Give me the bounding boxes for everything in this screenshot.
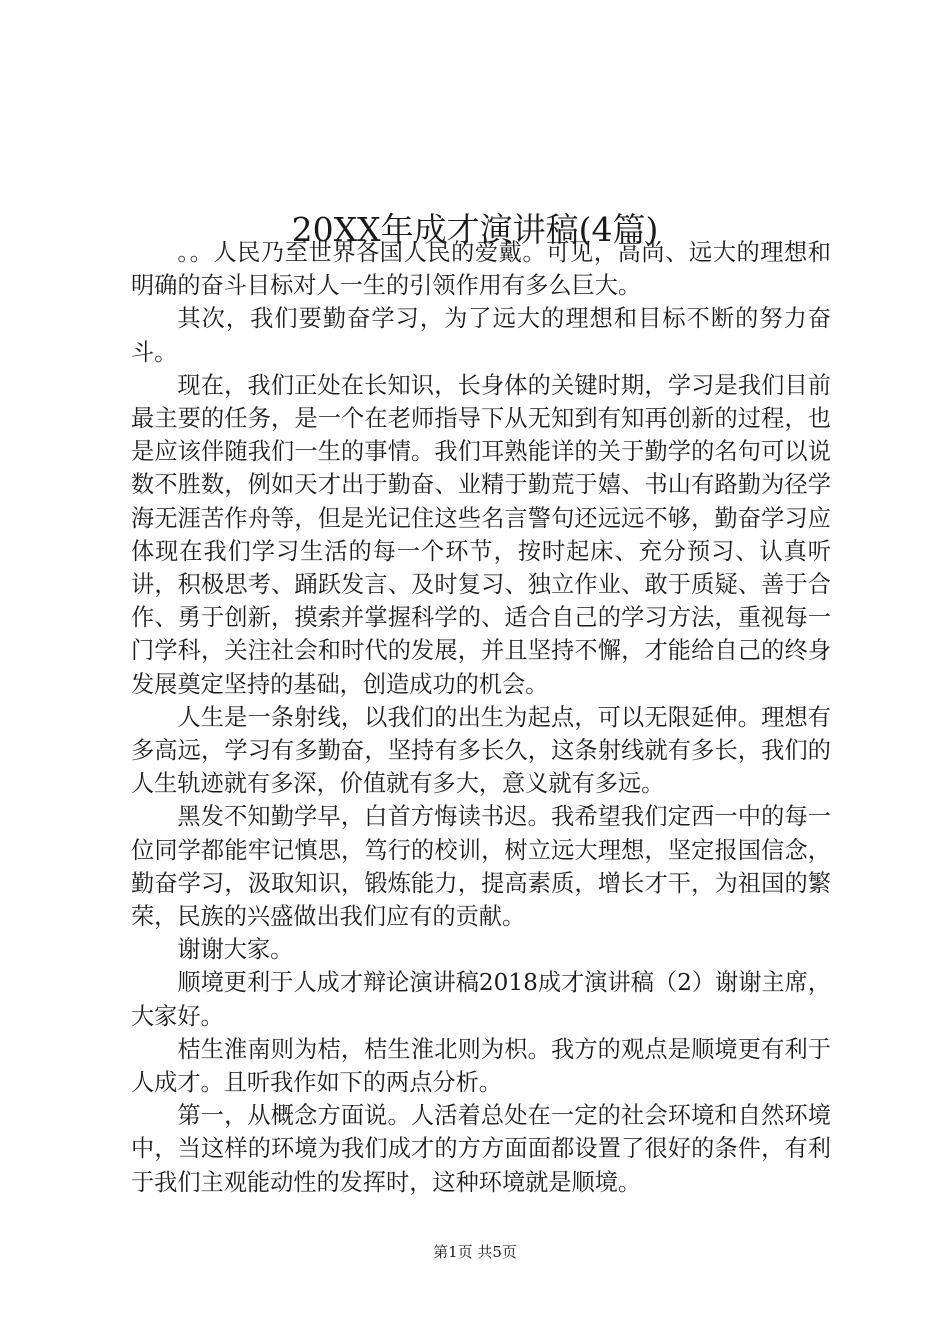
paragraph: 谢谢大家。 (177, 936, 294, 964)
paragraph: 第一，从概念方面说。人活着总处在一定的社会环境和自然环境中，当这样的环境为我们成才的方方面面都设置了很好的条件，有利于我们主观能动性的发挥时，这种环境就是顺境。 (131, 1102, 831, 1196)
paragraph: 。。人民乃至世界各国人民的爱戴。可见，高尚、远大的理想和明确的奋斗目标对人一生的引领作用有多么巨大。 (131, 239, 831, 300)
paragraph: 黑发不知勤学早，白首方悔读书迟。我希望我们定西一中的每一位同学都能牢记慎思，笃行的校训，树立远大理想，坚定报国信念，勤奋学习，汲取知识，锻炼能力，提高素质，增长才干，为祖国的繁荣，民族的兴盛做出我们应有的贡献。 (131, 803, 831, 931)
paragraph: 顺境更利于人成才辩论演讲稿2018成才演讲稿（2）谢谢主席，大家好。 (131, 969, 831, 1030)
document-title: 20XX年成才演讲稿(4篇) (291, 210, 659, 250)
page-footer: 第1页 共5页 (433, 1243, 517, 1261)
paragraph: 人生是一条射线，以我们的出生为起点，可以无限延伸。理想有多高远，学习有多勤奋，坚持有多长久，这条射线就有多长，我们的人生轨迹就有多深，价值就有多大，意义就有多远。 (131, 703, 831, 798)
document-body (131, 236, 831, 1199)
paragraph: 桔生淮南则为桔，桔生淮北则为枳。我方的观点是顺境更有利于人成才。且听我作如下的两点分析。 (131, 1035, 831, 1097)
paragraph: 其次，我们要勤奋学习，为了远大的理想和目标不断的努力奋斗。 (131, 305, 831, 366)
paragraph: 现在，我们正处在长知识，长身体的关键时期，学习是我们目前最主要的任务，是一个在老师指导下从无知到有知再创新的过程，也是应该伴随我们一生的事情。我们耳熟能详的关于勤学的名句可以说数不胜数，例如天才出于勤奋、业精于勤荒于嬉、书山有路勤为径学海无涯苦作舟等，但是光记住这些名言警句还远远不够，勤奋学习应体现在我们学习生活的每一个环节，按时起床、充分预习、认真听讲，积极思考、踊跃发言、及时复习、独立作业、敢于质疑、善于合作、勇于创新，摸索并掌握科学的、适合自己的学习方法，重视每一门学科，关注社会和时代的发展，并且坚持不懈，才能给自己的终身发展奠定坚持的基础，创造成功的机会。 (131, 371, 831, 698)
